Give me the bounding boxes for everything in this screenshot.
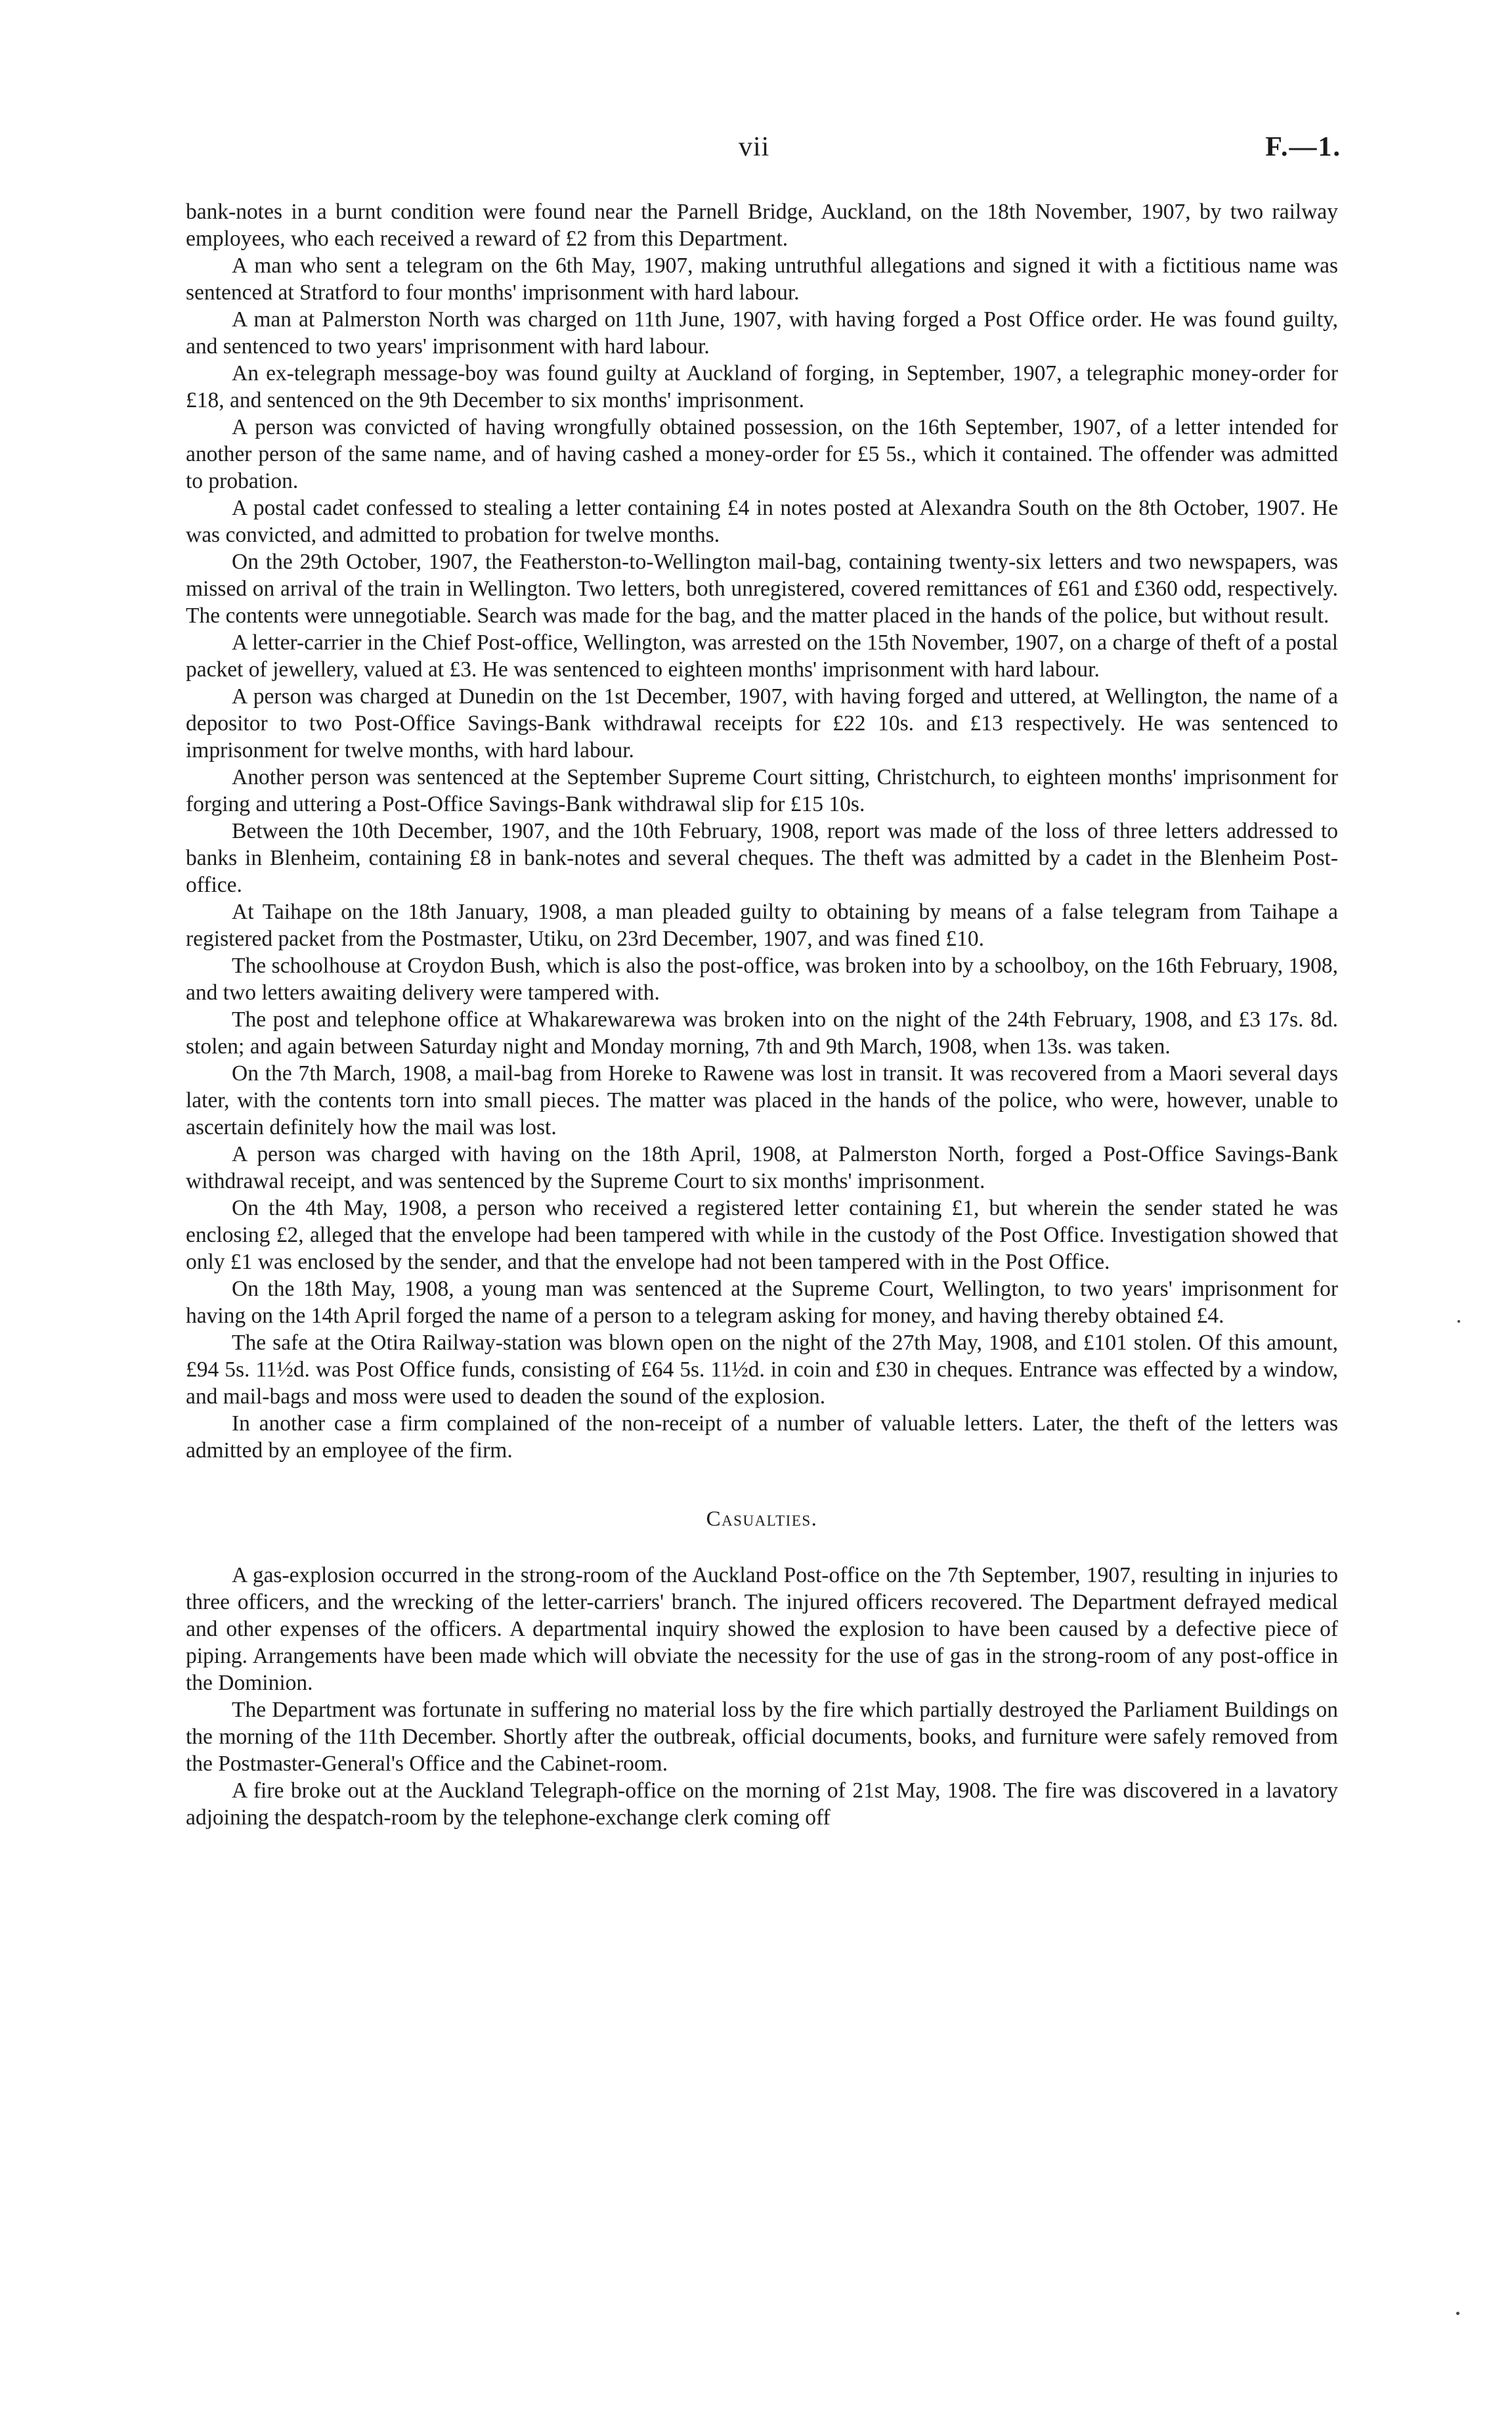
page-number: vii xyxy=(739,132,770,162)
section-heading-casualties: Casualties. xyxy=(706,1507,818,1531)
paragraph: A person was charged at Dunedin on the 1st December, 1907, with having forged and uttered, at Wellington, the name of a depositor to two Post-Office Savings-Bank withdrawal receipts for £22 10s. and £13 respectively. He was sentenced to imprisonment for twelve months, with hard labour. xyxy=(186,684,1338,762)
paragraph: Between the 10th December, 1907, and the 10th February, 1908, report was made of the loss of three letters addressed to banks in Blenheim, containing £8 in bank-notes and several cheques. The theft was admitted by a cadet in the Blenheim Post-office. xyxy=(186,819,1338,897)
paragraph: On the 4th May, 1908, a person who received a registered letter containing £1, but wherein the sender stated he was enclosing £2, alleged that the envelope had been tampered with while in the custody of the Post Office. Investigation showed that only £1 was enclosed by the sender, and that the envelope had not been tampered with in the Post Office. xyxy=(186,1196,1338,1274)
paragraph: Another person was sentenced at the September Supreme Court sitting, Christchurch, to eighteen months' imprisonment for forging and uttering a Post-Office Savings-Bank withdrawal slip for £15 10s. xyxy=(186,765,1338,816)
paragraph: A postal cadet confessed to stealing a letter containing £4 in notes posted at Alexandra South on the 8th October, 1907. He was convicted, and admitted to probation for twelve months. xyxy=(186,496,1338,547)
paragraph: A person was charged with having on the 18th April, 1908, at Palmerston North, forged a Post-Office Savings-Bank withdrawal receipt, and was sentenced by the Supreme Court to six months' imprisonment. xyxy=(186,1142,1338,1193)
paragraph: A person was convicted of having wrongfully obtained possession, on the 16th September, 1907, of a letter intended for another person of the same name, and of having cashed a money-order for £5 5s., which it contained. The offender was admitted to probation. xyxy=(186,415,1338,493)
paragraph: On the 29th October, 1907, the Featherston-to-Wellington mail-bag, containing twenty-six letters and two newspapers, was missed on arrival of the train in Wellington. Two letters, both unregistered, covered remittances of £61 and £360 odd, respectively. The contents were unnegotiable. Search was made for the bag, and the matter placed in the hands of the police, but without result. xyxy=(186,550,1338,628)
scan-speck xyxy=(1456,2312,1459,2315)
scan-speck xyxy=(1458,1320,1460,1323)
paragraph: bank-notes in a burnt condition were found near the Parnell Bridge, Auckland, on the 18th November, 1907, by two railway employees, who each received a reward of £2 from this Department. xyxy=(186,200,1338,251)
paragraph: On the 7th March, 1908, a mail-bag from Horeke to Rawene was lost in transit. It was recovered from a Maori several days later, with the contents torn into small pieces. The matter was placed in the hands of the police, who were, however, unable to ascertain definitely how the mail was lost. xyxy=(186,1061,1338,1139)
paragraph: A man who sent a telegram on the 6th May, 1907, making untruthful allegations and signed it with a fictitious name was sentenced at Stratford to four months' imprisonment with hard labour. xyxy=(186,254,1338,305)
paragraph: The post and telephone office at Whakarewarewa was broken into on the night of the 24th February, 1908, and £3 17s. 8d. stolen; and again between Saturday night and Monday morning, 7th and 9th March, 1908, when 13s. was taken. xyxy=(186,1007,1338,1059)
document-reference: F.—1. xyxy=(1265,132,1341,162)
paragraph: The safe at the Otira Railway-station was blown open on the night of the 27th May, 1908, and £101 stolen. Of this amount, £94 5s. 11½d. was Post Office funds, consisting of £64 5s. 11½d. in coin and £30 in cheques. Entrance was effected by a window, and mail-bags and moss were used to deaden the sound of the explosion. xyxy=(186,1331,1338,1409)
body-text xyxy=(186,198,1338,1831)
paragraph: A fire broke out at the Auckland Telegraph-office on the morning of 21st May, 1908. The fire was discovered in a lavatory adjoining the despatch-room by the telephone-exchange clerk coming off xyxy=(186,1778,1338,1830)
paragraph: The Department was fortunate in suffering no material loss by the fire which partially destroyed the Parliament Buildings on the morning of the 11th December. Shortly after the outbreak, official documents, books, and furniture were safely removed from the Postmaster-General's Office and the Cabinet-room. xyxy=(186,1698,1338,1776)
paragraph: On the 18th May, 1908, a young man was sentenced at the Supreme Court, Wellington, to two years' imprisonment for having on the 14th April forged the name of a person to a telegram asking for money, and having thereby obtained £4. xyxy=(186,1277,1338,1328)
paragraph: The schoolhouse at Croydon Bush, which is also the post-office, was broken into by a schoolboy, on the 16th February, 1908, and two letters awaiting delivery were tampered with. xyxy=(186,954,1338,1005)
paragraph: A gas-explosion occurred in the strong-room of the Auckland Post-office on the 7th September, 1907, resulting in injuries to three officers, and the wrecking of the letter-carriers' branch. The injured officers recovered. The Department defrayed medical and other expenses of the officers. A departmental inquiry showed the explosion to have been caused by a defective piece of piping. Arrangements have been made which will obviate the necessity for the use of gas in the strong-room of any post-office in the Dominion. xyxy=(186,1563,1338,1695)
paragraph: At Taihape on the 18th January, 1908, a man pleaded guilty to obtaining by means of a false telegram from Taihape a registered packet from the Postmaster, Utiku, on 23rd December, 1907, and was fined £10. xyxy=(186,900,1338,951)
paragraph: In another case a firm complained of the non-receipt of a number of valuable letters. Later, the theft of the letters was admitted by an employee of the firm. xyxy=(186,1411,1338,1463)
paragraph: An ex-telegraph message-boy was found guilty at Auckland of forging, in September, 1907, a telegraphic money-order for £18, and sentenced on the 9th December to six months' imprisonment. xyxy=(186,361,1338,412)
paragraph: A letter-carrier in the Chief Post-office, Wellington, was arrested on the 15th November, 1907, on a charge of theft of a postal packet of jewellery, valued at £3. He was sentenced to eighteen months' imprisonment with hard labour. xyxy=(186,630,1338,682)
paragraph: A man at Palmerston North was charged on 11th June, 1907, with having forged a Post Office order. He was found guilty, and sentenced to two years' imprisonment with hard labour. xyxy=(186,307,1338,359)
